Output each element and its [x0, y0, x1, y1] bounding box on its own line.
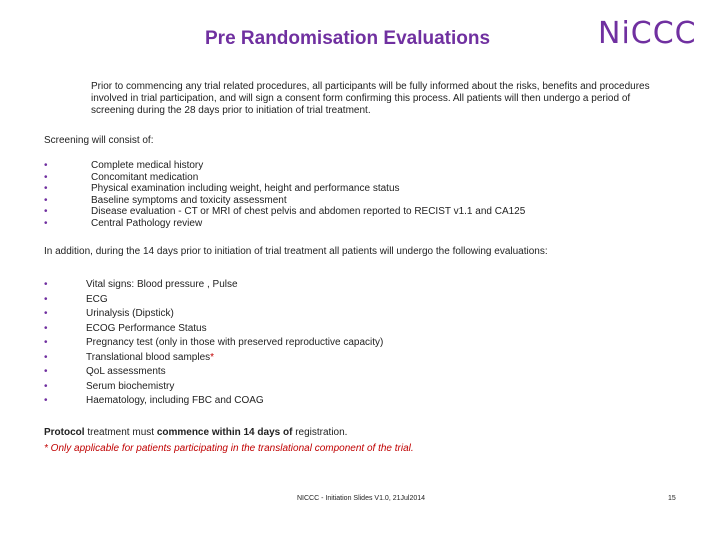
footer-text: NICCC - Initiation Slides V1.0, 21Jul2014 — [297, 495, 426, 502]
intro-paragraph: Prior to commencing any trial related procedures, all participants will be fully informed about the risks, benefits and procedures involved in trial participation, and will sign a consent form confirming this process. All patients will then undergo a period of screening during the 28 days prior to initiation of trial treatment. — [91, 81, 650, 116]
bullet-icon: • — [44, 206, 48, 218]
item-text: QoL assessments — [86, 366, 166, 377]
page-number: 15 — [668, 495, 676, 502]
bullet-icon: • — [44, 293, 48, 305]
bullet-icon: • — [44, 194, 48, 206]
item-text: Urinalysis (Dipstick) — [86, 308, 174, 319]
bullet-icon: • — [44, 366, 48, 377]
item-text: Complete medical history — [91, 160, 204, 171]
bullet-icon: • — [44, 351, 48, 363]
protocol-statement — [44, 427, 347, 439]
niccc-logo: NiCCC — [598, 16, 697, 51]
protocol-bold-1: Protocol — [44, 427, 85, 438]
footnote: * Only applicable for patients participating in the translational component of the trial. — [44, 443, 414, 454]
page-title: Pre Randomisation Evaluations — [205, 28, 491, 49]
item-text: Physical examination including weight, height and performance status — [91, 183, 400, 195]
bullet-icon: • — [44, 395, 48, 406]
protocol-text-2: registration. — [292, 427, 348, 438]
protocol-bold-2: commence within 14 days of — [156, 427, 293, 438]
item-text: Concomitant medication — [91, 171, 199, 183]
screening-heading: Screening will consist of: — [44, 135, 154, 146]
item-text: Serum biochemistry — [86, 380, 175, 392]
item-text: Disease evaluation - CT or MRI of chest pelvis and abdomen reported to RECIST v1.1 and CA125 — [91, 206, 526, 218]
addition-heading: In addition, during the 14 days prior to initiation of trial treatment all patients will undergo the following evaluations: — [44, 246, 548, 257]
item-text: Pregnancy test (only in those with preserved reproductive capacity) — [86, 337, 384, 348]
bullet-icon: • — [44, 380, 48, 392]
item-label: Translational blood samples — [86, 351, 211, 363]
item-text: Baseline symptoms and toxicity assessment — [91, 194, 287, 206]
item-text: ECG — [86, 293, 108, 305]
protocol-text-1: treatment must — [84, 427, 157, 438]
item-text: ECOG Performance Status — [86, 322, 207, 334]
bullet-icon: • — [44, 183, 48, 195]
bullet-icon: • — [44, 308, 48, 319]
bullet-icon: • — [44, 171, 48, 183]
bullet-icon: • — [44, 337, 48, 348]
item-text: Vital signs: Blood pressure , Pulse — [86, 279, 238, 290]
bullet-icon: • — [44, 279, 48, 290]
bullet-icon: • — [44, 160, 48, 171]
bullet-icon: • — [44, 322, 48, 334]
bullet-icon: • — [44, 217, 48, 229]
item-text — [86, 351, 214, 366]
item-text: Haematology, including FBC and COAG — [86, 395, 264, 406]
asterisk-mark: * — [210, 351, 215, 363]
item-text: Central Pathology review — [91, 217, 203, 229]
